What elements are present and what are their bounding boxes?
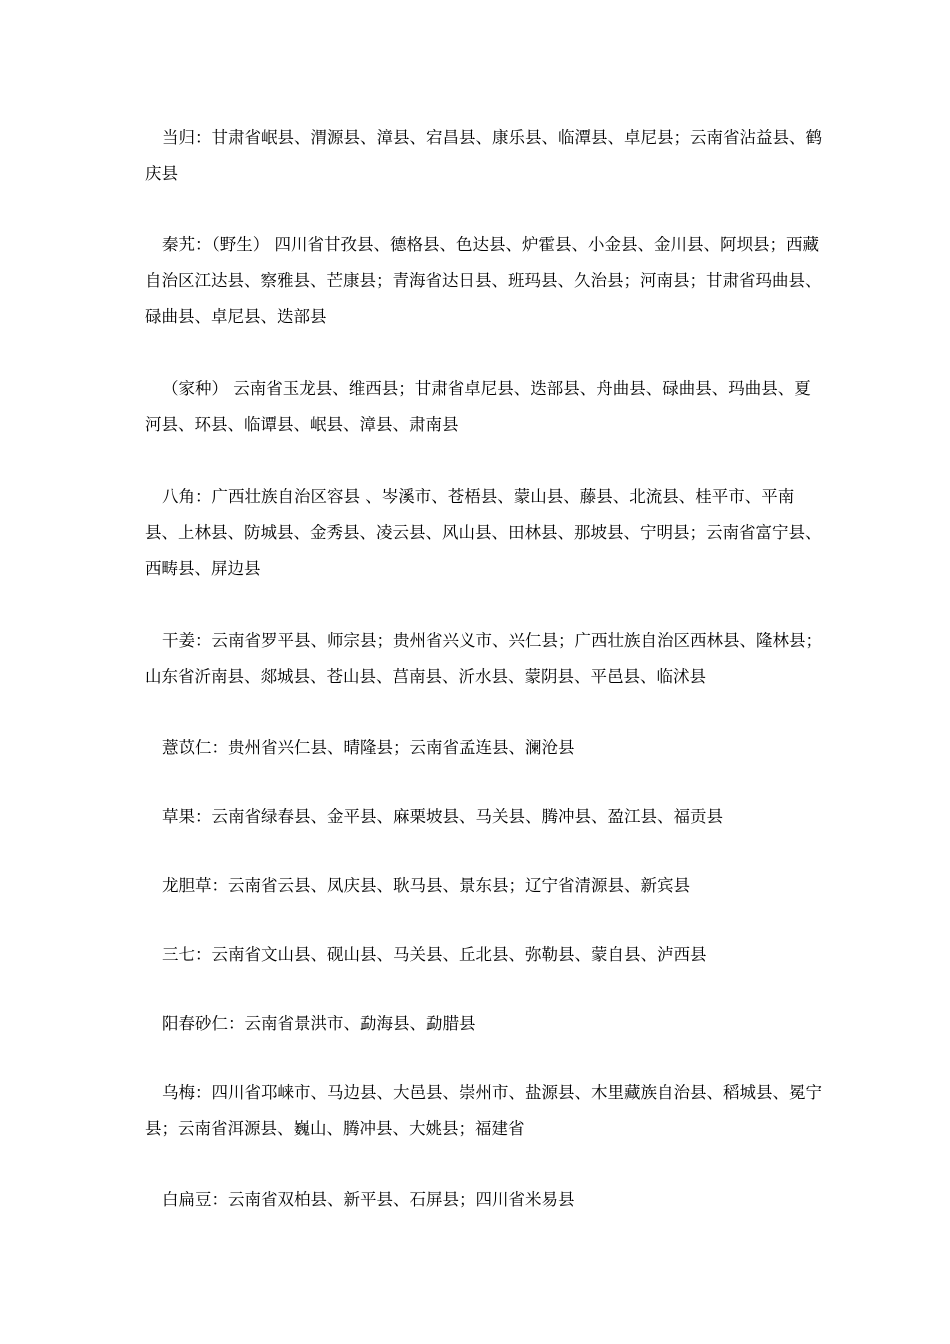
paragraph-caoguo: 草果：云南省绿春县、金平县、麻栗坡县、马关县、腾冲县、盈江县、福贡县 [162,807,723,826]
paragraph-yiyiren: 薏苡仁：贵州省兴仁县、晴隆县；云南省孟连县、澜沧县 [162,738,575,757]
paragraph-baibiandou: 白扁豆：云南省双柏县、新平县、石屏县；四川省米易县 [162,1190,575,1209]
paragraph-danggui: 当归：甘肃省岷县、渭源县、漳县、宕昌县、康乐县、临潭县、卓尼县；云南省沾益县、鹤庆县 [145,128,822,183]
paragraph-sanqi: 三七：云南省文山县、砚山县、马关县、丘北县、弥勒县、蒙自县、泸西县 [162,945,707,964]
paragraph-yangchun-sharen: 阳春砂仁：云南省景洪市、勐海县、勐腊县 [162,1014,476,1033]
paragraph-longdancao: 龙胆草：云南省云县、凤庆县、耿马县、景东县；辽宁省清源县、新宾县 [162,876,690,895]
paragraph-ganjiang: 干姜：云南省罗平县、师宗县；贵州省兴义市、兴仁县；广西壮族自治区西林县、隆林县；山东省沂南县、郯城县、苍山县、莒南县、沂水县、蒙阴县、平邑县、临沭县 [145,631,822,686]
paragraph-bajiao: 八角：广西壮族自治区容县 、岑溪市、苍梧县、蒙山县、藤县、北流县、桂平市、平南县、上林县、防城县、金秀县、凌云县、风山县、田林县、那坡县、宁明县；云南省富宁县、西畴县、屏边县 [145,487,822,578]
paragraph-wumei: 乌梅：四川省邛崃市、马边县、大邑县、崇州市、盐源县、木里藏族自治县、稻城县、冕宁县；云南省洱源县、巍山、腾冲县、大姚县；福建省 [145,1083,822,1138]
paragraph-qinjiao-cultivated: （家种） 云南省玉龙县、维西县；甘肃省卓尼县、迭部县、舟曲县、碌曲县、玛曲县、夏河县、环县、临谭县、岷县、漳县、肃南县 [145,379,811,434]
paragraph-qinjiao-wild: 秦艽：（野生） 四川省甘孜县、德格县、色达县、炉霍县、小金县、金川县、阿坝县；西藏自治区江达县、察雅县、芒康县；青海省达日县、班玛县、久治县；河南县；甘肃省玛曲县、碌曲县、卓尼县、迭部县 [145,235,822,326]
